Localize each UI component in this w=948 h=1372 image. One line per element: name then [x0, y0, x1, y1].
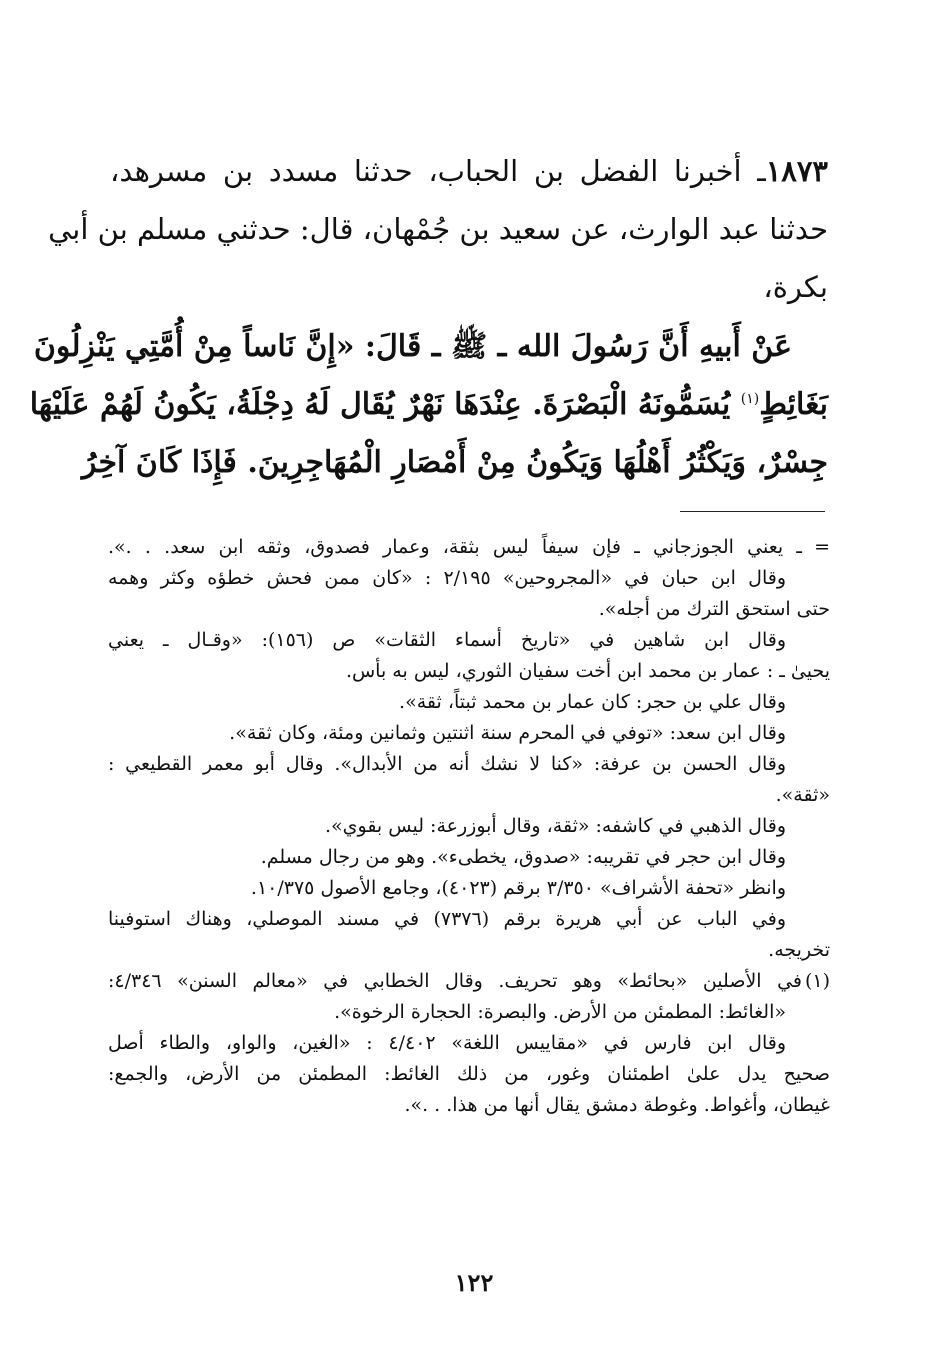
footnote-line: غيطان، وأغواط. وغوطة دمشق يقال أنها من هذا. . .». [404, 1094, 830, 1116]
footnotes [108, 532, 830, 1121]
matn-line-2 [29, 376, 828, 434]
matn-word-ghaait: بَغَائِطٍ [759, 387, 828, 422]
footnote-line: وقال ابن شاهين في «تاريخ أسماء الثقات» ص (١٥٦): «وقـال ـ يعني [108, 629, 786, 651]
footnote-text: ـ يعني الجوزجاني ـ فإن سيفاً ليس بثقة، وعمار فصدوق، وثقه ابن سعد. . .». [108, 536, 802, 558]
footnote-line: وقال الذهبي في كاشفه: «ثقة، وقال أبوزرعة: ليس بقوي». [324, 815, 786, 837]
hadith-isnad [48, 142, 828, 316]
matn-line-3: جِسْرٌ، وَيَكْثُرُ أَهْلُهَا وَيَكُونُ مِنْ أَمْصَارِ الْمُهَاجِرِينَ. فَإِذَا كَانَ آخِرُ [81, 445, 828, 480]
footnote-1-marker: (١) [804, 970, 830, 992]
hadith-number: ١٨٧٣ [765, 154, 828, 188]
footnote-line: وقال ابن حبان في «المجروحين» ٢/١٩٥ : «كان ممن فحش خطؤه وكثر وهمه [108, 567, 786, 589]
hadith-matn [29, 318, 828, 492]
footnote-line: تخريجه. [768, 939, 830, 961]
footnote-line: وقال ابن فارس في «مقاييس اللغة» ٤/٤٠٢ : «الغين، والواو، والطاء أصل [108, 1032, 786, 1054]
footnote-line: صحيح يدل علىٰ اطمئنان وغور، من ذلك الغائط: المطمئن من الأرض، والجمع: [108, 1063, 830, 1085]
footnote-continuation-line [108, 532, 830, 563]
footnote-1-line [108, 966, 830, 997]
footnote-line: وقال ابن سعد: «توفي في المحرم سنة اثنتين وثمانين ومئة، وكان ثقة». [229, 722, 786, 744]
continuation-mark: = [814, 536, 830, 558]
isnad-text: ـ أخبرنا الفضل بن الحباب، حدثنا مسدد بن مسرهد، [110, 154, 766, 188]
footnote-line: يحيىٰ ـ : عمار بن محمد ابن أخت سفيان الثوري، ليس به بأس. [345, 660, 830, 682]
footnote-line: وانظر «تحفة الأشراف» ٣/٣٥٠ برقم (٤٠٢٣)، وجامع الأصول ١٠/٣٧٥. [250, 877, 786, 899]
isnad-line-1 [110, 142, 828, 200]
footnote-text: في الأصلين «بحائط» وهو تحريف. وقال الخطابي في «معالم السنن» ٤/٣٤٦: [108, 970, 802, 992]
page-number: ١٢٢ [454, 1268, 494, 1297]
matn-line-2-rest: يُسَمُّونَهُ الْبَصْرَةَ. عِنْدَهَا نَهْرٌ يُقَال لَهُ دِجْلَةُ، يَكُونُ لَهُمْ عَلَيْهَا [29, 387, 741, 422]
isnad-line-2: حدثنا عبد الوارث، عن سعيد بن جُمْهان، قال: حدثني مسلم بن أبي [48, 212, 828, 246]
footnote-separator [680, 511, 825, 512]
footnote-line: وقال علي بن حجر: كان عمار بن محمد ثبتاً، ثقة». [399, 691, 786, 713]
footnote-line: «الغائط: المطمئن من الأرض. والبصرة: الحجارة الرخوة». [334, 1001, 786, 1023]
footnote-ref-1[interactable]: (١) [740, 391, 760, 407]
footnote-line: حتى استحق الترك من أجله». [598, 598, 830, 620]
footnote-line: وفي الباب عن أبي هريرة برقم (٧٣٧٦) في مسند الموصلي، وهناك استوفينا [108, 908, 786, 930]
isnad-line-3: بكرة، [763, 270, 828, 304]
footnote-line: «ثقة». [775, 784, 830, 806]
footnote-line: وقال الحسن بن عرفة: «كنا لا نشك أنه من الأبدال». وقال أبو معمر القطيعي : [108, 753, 786, 775]
matn-line-1: عَنْ أَبيهِ أَنَّ رَسُولَ الله ـ ﷺ ـ قَالَ: «إِنَّ نَاساً مِنْ أُمَّتِي يَنْزِلُونَ [33, 329, 792, 364]
footnote-line: وقال ابن حجر في تقريبه: «صدوق، يخطىء». وهو من رجال مسلم. [260, 846, 786, 868]
